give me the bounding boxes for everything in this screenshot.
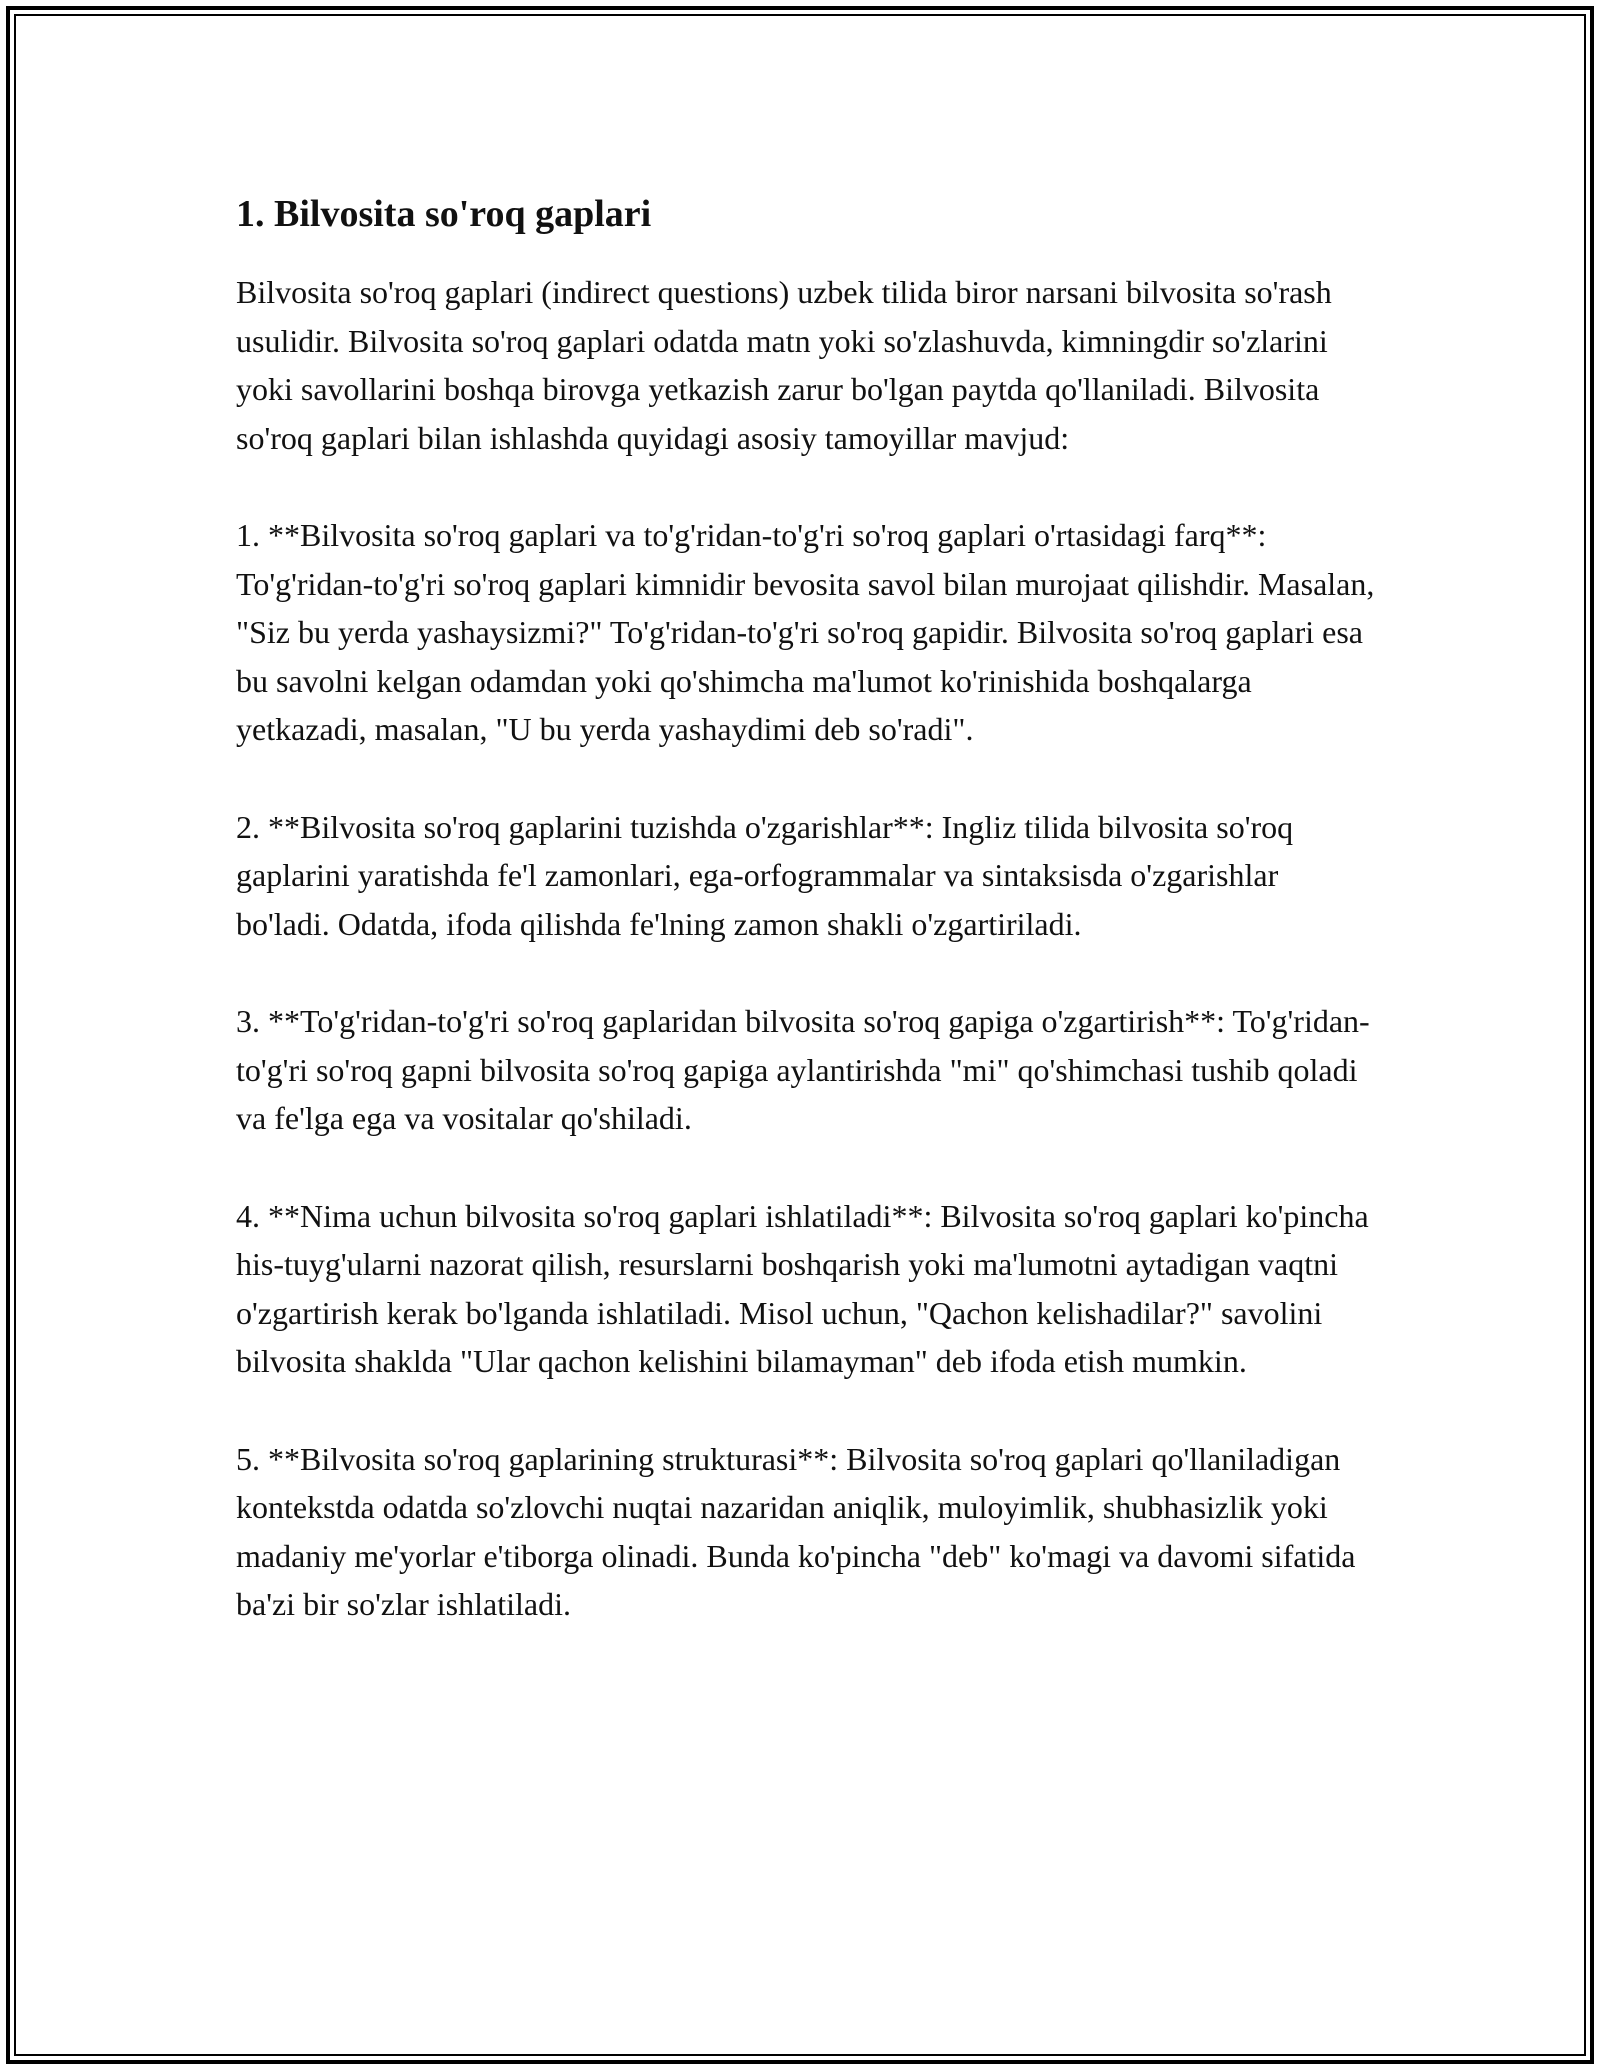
list-item-5: 5. **Bilvosita so'roq gaplarining strukturasi**: Bilvosita so'roq gaplari qo'llaniladigan kontekstda odatda so'zlovchi nuqtai nazaridan aniqlik, muloyimlik, shubhasizlik yoki madaniy me'yorlar e'tiborga olinadi. Bunda ko'pincha "deb" ko'magi va davomi sifatida ba'zi bir so'zlar ishlatiladi. <box>236 1440 1356 1622</box>
document-title: 1. Bilvosita so'roq gaplari <box>236 193 652 235</box>
intro-paragraph: Bilvosita so'roq gaplari (indirect questions) uzbek tilida biror narsani bilvosita so'rash usulidir. Bilvosita so'roq gaplari odatda matn yoki so'zlashuvda, kimningdir so'zlarini yoki savollarini boshqa birovga yetkazish zarur bo'lgan paytda qo'llaniladi. Bilvosita so'roq gaplari bilan ishlashda quyidagi asosiy tamoyillar mavjud: <box>236 274 1332 456</box>
document-body <box>236 190 1376 1678</box>
list-item-1: 1. **Bilvosita so'roq gaplari va to'g'ridan-to'g'ri so'roq gaplari o'rtasidagi farq**: To'g'ridan-to'g'ri so'roq gaplari kimnidir bevosita savol bilan murojaat qilishdir. Masalan, "Siz bu yerda yashaysizmi?" To'g'ridan-to'g'ri so'roq gapidir. Bilvosita so'roq gaplari esa bu savolni kelgan odamdan yoki qo'shimcha ma'lumot ko'rinishida boshqalarga yetkazadi, masalan, "U bu yerda yashaydimi deb so'radi". <box>236 517 1375 747</box>
list-item-4: 4. **Nima uchun bilvosita so'roq gaplari ishlatiladi**: Bilvosita so'roq gaplari ko'pincha his-tuyg'ularni nazorat qilish, resurslarni boshqarish yoki ma'lumotni aytadigan vaqtni o'zgartirish kerak bo'lganda ishlatiladi. Misol uchun, "Qachon kelishadilar?" savolini bilvosita shaklda "Ular qachon kelishini bilamayman" deb ifoda etish mumkin. <box>236 1197 1369 1379</box>
list-item-3: 3. **To'g'ridan-to'g'ri so'roq gaplaridan bilvosita so'roq gapiga o'zgartirish**: To'g'ridan-to'g'ri so'roq gapni bilvosita so'roq gapiga aylantirishda "mi" qo'shimchasi tushib qoladi va fe'lga ega va vositalar qo'shiladi. <box>236 1003 1370 1136</box>
list-item-2: 2. **Bilvosita so'roq gaplarini tuzishda o'zgarishlar**: Ingliz tilida bilvosita so'roq gaplarini yaratishda fe'l zamonlari, ega-orfogrammalar va sintaksisda o'zgarishlar bo'ladi. Odatda, ifoda qilishda fe'lning zamon shakli o'zgartiriladi. <box>236 808 1294 942</box>
